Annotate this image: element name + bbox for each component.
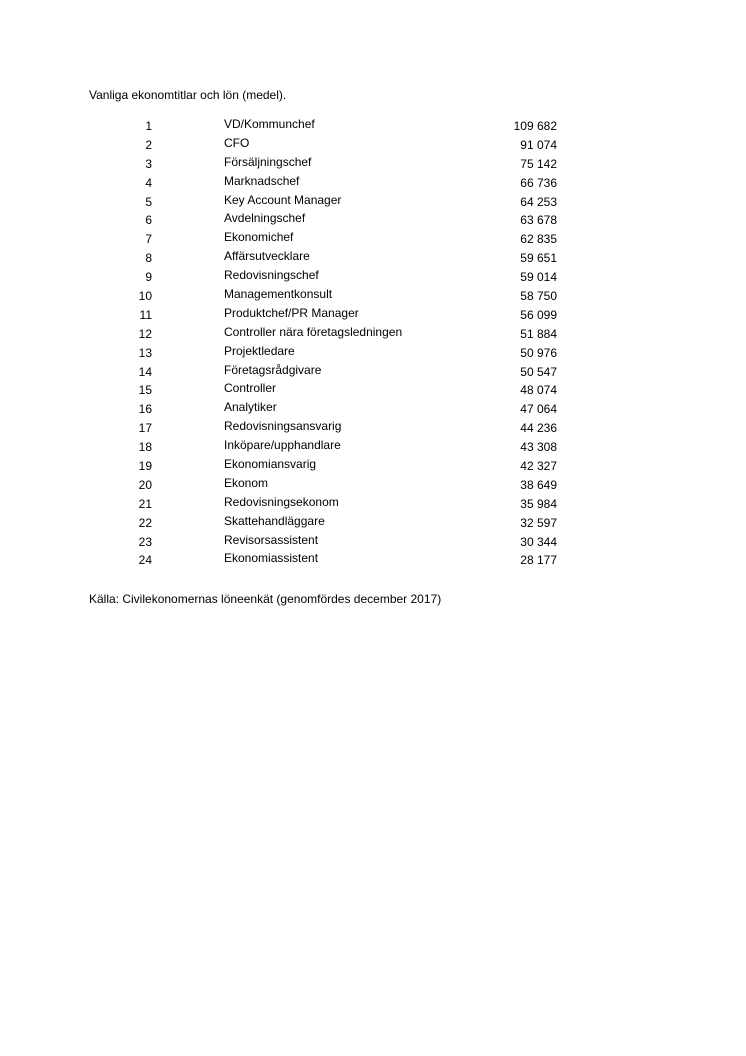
- job-title-cell: Ekonom: [224, 475, 269, 490]
- salary-table: [0, 117, 746, 570]
- rank-cell: 21: [138, 496, 152, 511]
- job-title-cell: Analytiker: [224, 400, 277, 415]
- job-title-cell: Managementkonsult: [224, 287, 333, 302]
- intro-text: Vanliga ekonomtitlar och lön (medel).: [89, 88, 287, 102]
- table-row: [0, 117, 746, 136]
- salary-cell: 32 597: [520, 515, 557, 530]
- salary-cell: 50 976: [520, 345, 557, 360]
- rank-cell: 4: [145, 175, 152, 190]
- job-title-cell: Revisorsassistent: [224, 532, 319, 547]
- table-row: [0, 495, 746, 514]
- salary-cell: 51 884: [520, 326, 557, 341]
- rank-cell: 17: [138, 421, 152, 436]
- rank-cell: 22: [138, 515, 152, 530]
- rank-cell: 23: [138, 534, 152, 549]
- table-row: [0, 155, 746, 174]
- table-row: [0, 268, 746, 287]
- salary-cell: 43 308: [520, 440, 557, 455]
- rank-cell: 16: [138, 402, 152, 417]
- job-title-cell: Controller nära företagsledningen: [224, 324, 403, 339]
- salary-cell: 59 014: [520, 270, 557, 285]
- rank-cell: 11: [139, 307, 152, 322]
- rank-cell: 24: [138, 553, 152, 568]
- salary-cell: 66 736: [520, 175, 557, 190]
- job-title-cell: VD/Kommunchef: [224, 117, 315, 131]
- rank-cell: 19: [138, 459, 152, 474]
- salary-cell: 109 682: [513, 119, 557, 133]
- job-title-cell: Affärsutvecklare: [224, 249, 310, 264]
- table-row: [0, 551, 746, 570]
- table-row: [0, 325, 746, 344]
- salary-cell: 63 678: [520, 213, 557, 228]
- job-title-cell: Redovisningschef: [224, 268, 319, 283]
- table-row: [0, 344, 746, 363]
- table-row: [0, 400, 746, 419]
- salary-cell: 44 236: [520, 421, 557, 436]
- rank-cell: 9: [145, 270, 152, 285]
- table-row: [0, 306, 746, 325]
- table-row: [0, 457, 746, 476]
- salary-cell: 47 064: [520, 402, 557, 417]
- salary-cell: 75 142: [520, 156, 557, 171]
- salary-cell: 50 547: [520, 364, 557, 379]
- salary-cell: 28 177: [520, 553, 557, 568]
- rank-cell: 3: [145, 156, 152, 171]
- job-title-cell: Ekonomiansvarig: [224, 457, 317, 472]
- salary-cell: 59 651: [520, 251, 557, 266]
- table-row: [0, 193, 746, 212]
- salary-cell: 35 984: [520, 496, 557, 511]
- job-title-cell: Projektledare: [224, 343, 295, 358]
- table-row: [0, 438, 746, 457]
- job-title-cell: Företagsrådgivare: [224, 362, 322, 377]
- table-row: [0, 230, 746, 249]
- table-row: [0, 211, 746, 230]
- job-title-cell: Försäljningschef: [224, 154, 312, 169]
- job-title-cell: Key Account Manager: [224, 192, 342, 207]
- salary-cell: 58 750: [520, 289, 557, 304]
- rank-cell: 7: [145, 232, 152, 247]
- salary-cell: 56 099: [520, 307, 557, 322]
- job-title-cell: Controller: [224, 381, 277, 396]
- table-row: [0, 136, 746, 155]
- rank-cell: 12: [138, 326, 152, 341]
- job-title-cell: Inköpare/upphandlare: [224, 438, 341, 453]
- rank-cell: 10: [138, 289, 152, 304]
- job-title-cell: Marknadschef: [224, 173, 300, 188]
- job-title-cell: Produktchef/PR Manager: [224, 305, 359, 320]
- job-title-cell: Redovisningsansvarig: [224, 419, 342, 434]
- rank-cell: 14: [138, 364, 152, 379]
- job-title-cell: Redovisningsekonom: [224, 494, 339, 509]
- rank-cell: 5: [145, 194, 152, 209]
- table-row: [0, 514, 746, 533]
- salary-cell: 42 327: [520, 459, 557, 474]
- salary-cell: 62 835: [520, 232, 557, 247]
- job-title-cell: Skattehandläggare: [224, 513, 325, 528]
- salary-cell: 91 074: [520, 137, 557, 152]
- job-title-cell: Avdelningschef: [224, 211, 306, 226]
- job-title-cell: Ekonomiassistent: [224, 551, 319, 566]
- table-row: [0, 533, 746, 552]
- source-note: Källa: Civilekonomernas löneenkät (genomfördes december 2017): [89, 592, 442, 606]
- salary-cell: 64 253: [520, 194, 557, 209]
- salary-cell: 48 074: [520, 383, 557, 398]
- rank-cell: 6: [145, 213, 152, 228]
- rank-cell: 8: [145, 251, 152, 266]
- table-row: [0, 381, 746, 400]
- salary-cell: 38 649: [520, 477, 557, 492]
- job-title-cell: Ekonomichef: [224, 230, 294, 245]
- table-row: [0, 419, 746, 438]
- table-row: [0, 363, 746, 382]
- table-row: [0, 174, 746, 193]
- rank-cell: 13: [138, 345, 152, 360]
- rank-cell: 2: [145, 137, 152, 152]
- rank-cell: 20: [138, 477, 152, 492]
- rank-cell: 15: [138, 383, 152, 398]
- salary-cell: 30 344: [520, 534, 557, 549]
- table-row: [0, 476, 746, 495]
- rank-cell: 1: [145, 119, 152, 133]
- table-row: [0, 249, 746, 268]
- job-title-cell: CFO: [224, 135, 250, 150]
- table-row: [0, 287, 746, 306]
- rank-cell: 18: [138, 440, 152, 455]
